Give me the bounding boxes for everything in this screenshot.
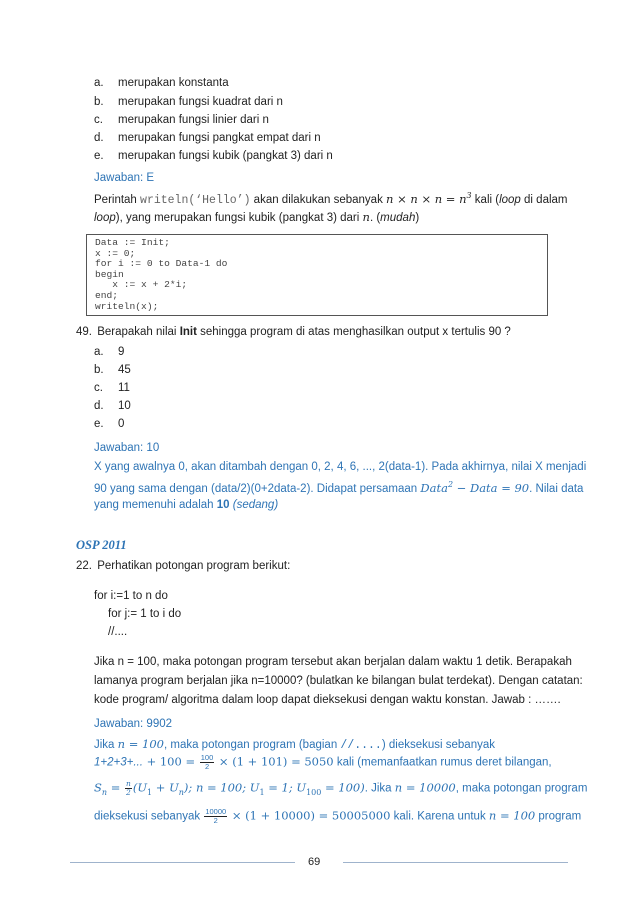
option-mark: b. (94, 364, 104, 376)
footer-rule-left (70, 862, 295, 863)
series-text: 1+2+3+... (94, 756, 143, 769)
option-mark: c. (94, 114, 103, 126)
difficulty-tag: mudah (380, 212, 416, 224)
q22-paragraph-line2: lamanya program berjalan jika n=10000? (bulatkan ke bilangan bulat terdekat). Dengan catatan: (94, 675, 583, 687)
question-text: Perhatikan potongan program berikut: (97, 560, 291, 572)
q48-option-d (94, 132, 321, 144)
q22-answer-line2 (94, 754, 552, 771)
fraction: $\frac{n}{2}$ (126, 779, 131, 797)
option-text: 11 (118, 382, 130, 394)
answer-text: . Nilai data (529, 482, 584, 495)
q48-answer-label: Jawaban: E (94, 172, 155, 184)
footer-rule-right (343, 862, 568, 863)
math-expression: n = 10000 (394, 780, 456, 795)
question-number: 49. (76, 326, 92, 338)
question-number: 22. (76, 560, 92, 572)
option-text: merupakan fungsi linier dari n (118, 114, 269, 126)
option-mark: a. (94, 77, 104, 89)
answer-text: 90 yang sama dengan (data/2)(0+2data-2). Didapat persamaan (94, 482, 418, 495)
option-mark: d. (94, 132, 104, 144)
code-line: x := 0; (95, 247, 136, 259)
answer-text: program (535, 810, 582, 823)
answer-text: ) (415, 212, 420, 224)
code-line: writeln(x); (95, 300, 159, 312)
fraction: $\frac{10000}{2}$ (205, 807, 227, 825)
q22-code-line1: for i:=1 to n do (94, 590, 168, 602)
q22-question (76, 560, 290, 572)
math-subscript: 100 (306, 787, 322, 797)
math-expression: × (1 + 10000) = 50005000 (228, 808, 391, 823)
math-expression: − Data = 90 (453, 480, 530, 495)
section-heading: OSP 2011 (76, 538, 127, 552)
difficulty-tag: (sedang) (232, 499, 279, 511)
answer-text: , maka potongan program (455, 782, 588, 795)
math-subscript: n (178, 787, 184, 797)
q49-question (76, 326, 511, 338)
q48-option-e (94, 150, 333, 162)
answer-text: akan dilakukan sebanyak (253, 193, 383, 206)
option-mark: d. (94, 400, 104, 412)
option-mark: b. (94, 96, 104, 108)
answer-text: yang memenuhi adalah (94, 499, 214, 511)
answer-text: ), yang merupakan fungsi kubik (pangkat 3) dari (115, 212, 360, 224)
option-mark: e. (94, 418, 104, 430)
question-text: Berapakah nilai (97, 326, 177, 338)
math-expression: Data (420, 480, 448, 495)
q49-option-a (94, 346, 124, 358)
answer-text: di dalam (524, 193, 568, 206)
math-subscript: n (101, 787, 108, 797)
italic-word: loop (94, 212, 116, 224)
answer-text: Perintah (94, 193, 137, 206)
answer-text: kali. Karena untuk (390, 810, 486, 823)
q22-answer-line1 (94, 737, 495, 752)
math-expression: n × n × n = n (386, 191, 467, 206)
answer-text: dieksekusi sebanyak (94, 810, 201, 823)
math-expression: ); n = 100; U (183, 780, 260, 795)
math-variable: n (362, 210, 370, 224)
italic-word: loop (499, 193, 521, 206)
option-text: merupakan fungsi kubik (pangkat 3) dari n (118, 150, 333, 162)
q48-answer-line1 (94, 191, 568, 207)
q49-option-c (94, 382, 130, 394)
page-number: 69 (308, 856, 321, 868)
code-line: end; (95, 289, 119, 301)
q22-code-line2: for j:= 1 to i do (108, 608, 182, 620)
q48-option-a (94, 77, 229, 89)
math-expression: = (107, 780, 124, 795)
answer-text: kali ( (474, 193, 500, 206)
option-text: 45 (118, 364, 131, 376)
code-line: Data := Init; (95, 237, 170, 248)
math-expression: n = 100 (117, 737, 164, 751)
option-text: 10 (118, 400, 131, 412)
fraction: $\frac{100}{2}$ (200, 753, 214, 771)
code-line: begin (95, 268, 124, 280)
q48-option-b (94, 96, 283, 108)
option-mark: a. (94, 346, 104, 358)
math-expression: (U (132, 780, 148, 795)
answer-text: , maka potongan program (bagian (163, 739, 338, 751)
math-expression: = 100) (321, 780, 365, 795)
answer-text: . Jika (364, 782, 392, 795)
option-text: merupakan konstanta (118, 77, 229, 89)
bold-answer: 10 (216, 499, 230, 511)
option-mark: e. (94, 150, 104, 162)
option-text: 9 (118, 346, 125, 358)
q22-paragraph-line1: Jika n = 100, maka potongan program tersebut akan berjalan dalam waktu 1 detik. Berapakah (94, 656, 572, 668)
q22-answer-line4 (94, 808, 581, 825)
option-text: merupakan fungsi pangkat empat dari n (118, 132, 321, 144)
answer-text: Jika (94, 739, 115, 751)
math-expression: = 1; U (264, 780, 307, 795)
math-variable: S (94, 780, 102, 795)
math-expression: + 100 = (142, 754, 199, 769)
q49-option-e (94, 418, 124, 430)
q22-paragraph-line3: kode program/ algoritma dalam loop dapat dieksekusi dengan waktu konstan. Jawab : ……. (94, 694, 561, 706)
bold-word: Init (179, 326, 197, 338)
option-text: merupakan fungsi kuadrat dari n (118, 96, 283, 108)
math-exponent: 2 (447, 480, 454, 489)
answer-text: ) dieksekusi sebanyak (381, 739, 495, 751)
q22-code-line3: //.... (108, 626, 128, 638)
code-block (86, 234, 548, 316)
q49-answer-label: Jawaban: 10 (94, 442, 160, 454)
q49-answer-line1: X yang awalnya 0, akan ditambah dengan 0, 2, 4, 6, ..., 2(data-1). Pada akhirnya, nilai X menjadi (94, 461, 587, 473)
answer-text: . ( (369, 212, 381, 224)
q49-answer-line3 (94, 499, 278, 511)
q48-option-c (94, 114, 269, 126)
q49-answer-line2 (94, 480, 583, 495)
question-text: sehingga program di atas menghasilkan output x tertulis 90 ? (200, 326, 511, 338)
math-subscript: 1 (147, 787, 153, 797)
code-line: x := x + 2*i; (95, 279, 188, 291)
math-expression: + U (152, 780, 179, 795)
math-expression: × (1 + 101) = 5050 (215, 754, 334, 769)
math-expression: n = 100 (488, 808, 536, 823)
option-text: 0 (118, 418, 125, 430)
q49-option-b (94, 364, 131, 376)
q48-answer-line2 (94, 210, 419, 224)
code-line: for i := 0 to Data-1 do (95, 258, 228, 270)
option-mark: c. (94, 382, 103, 394)
math-subscript: 1 (259, 787, 265, 797)
answer-text: kali (memanfaatkan rumus deret bilangan, (333, 756, 552, 769)
inline-code: writeln(‘Hello’) (140, 193, 251, 207)
inline-code: //.... (340, 739, 382, 752)
q22-answer-line3 (94, 780, 587, 797)
q49-option-d (94, 400, 131, 412)
q22-answer-label: Jawaban: 9902 (94, 718, 173, 730)
math-exponent: 3 (466, 191, 472, 200)
